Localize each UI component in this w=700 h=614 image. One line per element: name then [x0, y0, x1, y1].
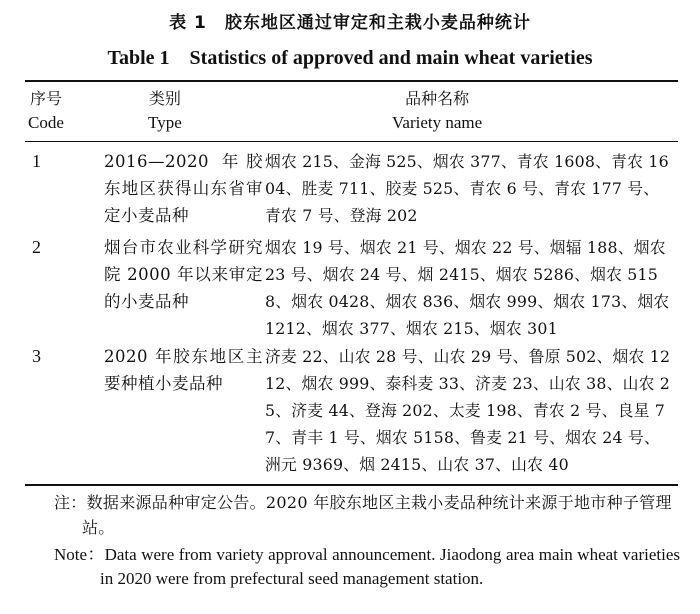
table-title-english: Table 1 Statistics of approved and main wheat varieties [107, 47, 593, 69]
header-variety [392, 87, 482, 135]
header-type-cn: 类别 [148, 89, 181, 108]
table-top-rule [25, 80, 678, 82]
row-type: 2020 年胶东地区主要种植小麦品种 [104, 347, 263, 393]
table-title-chinese: 表 1 胶东地区通过审定和主栽小麦品种统计 [169, 13, 531, 33]
row-code: 1 [32, 151, 41, 171]
row-varieties: 烟农 215、金海 525、烟农 377、青农 1608、青农 1604、胜麦 711、胶麦 525、青农 6 号、青农 177 号、青农 7 号、登海 202 [265, 152, 669, 225]
row-type: 2016—2020 年胶东地区获得山东省审定小麦品种 [104, 152, 263, 225]
header-code-en: Code [28, 113, 64, 132]
header-type-en: Type [148, 113, 182, 132]
row-varieties: 烟农 19 号、烟农 21 号、烟农 22 号、烟辐 188、烟农 23 号、烟农 24 号、烟 2415、烟农 5286、烟农 5158、烟农 0428、烟农 836、烟农 999、烟农 173、烟农 1212、烟农 377、烟农 215、烟农 301 [265, 238, 670, 338]
header-variety-en: Variety name [392, 113, 483, 132]
row-type: 烟台市农业科学研究院 2000 年以来审定的小麦品种 [104, 238, 263, 311]
row-code: 3 [32, 346, 41, 366]
table-header-rule [25, 141, 678, 142]
header-code [28, 87, 64, 135]
header-type [148, 87, 182, 135]
row-varieties: 济麦 22、山农 28 号、山农 29 号、鲁原 502、烟农 1212、烟农 999、泰科麦 33、济麦 23、山农 38、山农 25、济麦 44、登海 202、太麦 198、青农 2 号、良星 77、青丰 1 号、烟农 5158、鲁麦 21 号、烟农 24 号、洲元 9369、烟 2415、山农 37、山农 40 [265, 347, 671, 474]
row-code: 2 [32, 237, 41, 257]
header-variety-cn: 品种名称 [405, 89, 470, 108]
table-bottom-rule [25, 484, 678, 486]
table-note-english: Note：Data were from variety approval announcement. Jiaodong area main wheat varieties in 2020 were from prefectural seed management station. [54, 545, 680, 588]
header-code-cn: 序号 [29, 89, 62, 108]
table-note-chinese: 注：数据来源品种审定公告。2020 年胶东地区主栽小麦品种统计来源于地市种子管理站。 [54, 493, 672, 537]
